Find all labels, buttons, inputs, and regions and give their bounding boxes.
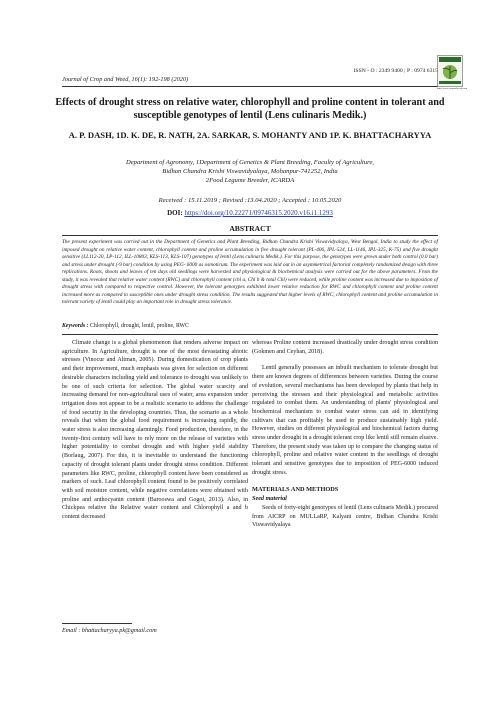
doi-line [60, 209, 440, 217]
abstract-divider [62, 235, 438, 236]
footnote-divider [62, 623, 132, 624]
keywords-divider [62, 334, 438, 335]
body-paragraph: Seeds of forty-eight genotypes of lentil (Lens culinaris Medik.) procured from AICRP on MULLaRP, Kalyani centre, Bidhan Chandra Krishi Viswavidyalaya [252, 504, 438, 529]
doi-link[interactable]: https://doi.org/10.22271/09746315.2020.v16.i1.1293 [184, 209, 333, 217]
abstract-text: The present experiment was carried out in the Department of Genetics and Plant Breeding, Bidhan Chandra Krishi Viswavidyalaya, West Bengal, India to study the effect of imposed drought on relative water content, chlorophyll content and proline accumulation in five drought tolerant (PL-406, IPL-524, LL-1146, IPL-325, K-75) and five drought sensitive (LL112-20, LP-112, ILL-10803, KLS-113, KLS-107) genotypes of lentil (Lens culinaris Medik.). For this purpose, the genotypes were grown under both control (0.0 bar) and stress under drought (-9 bar) condition by using PEG- 6000 as osmoticum. The experiment was laid out in an asymmetrical factorial completely randomized design with three replications. Roots, shoots and leaves of ten days old seedlings were harvested and physiological & biochemical analysis were carried out for the above parameters. From the study, it was revealed that relative water content (RWC) and chlorophyll content (chl a, Chl b & total Chl) were reduced, while proline content was increased due to imposition of drought stress with compared to respective control. However, the tolerant genotypes exhibited lower relative reduction for RWC and chlorophyll content and proline content increased more as compared to susceptible ones under drought stress condition. The results suggested that higher levels of RWC, chlorophyll content and proline accumulation in tolerant variety of lentil could play an important role in drought stress tolerance. [62, 239, 438, 305]
abstract-heading: ABSTRACT [229, 224, 271, 233]
affiliation-line: 2Food Legume Breeder, ICARDA [205, 177, 295, 184]
subsection-heading-seed: Seed material [252, 495, 287, 503]
body-column-left [62, 339, 248, 522]
corresponding-email[interactable]: Email : bhattacharyya.pk@gmail.com [62, 627, 157, 634]
keywords-line [62, 323, 438, 329]
journal-header [62, 60, 438, 87]
issn-text: ISSN - O : 2349 9400 ; P : 0974 6315 [353, 68, 438, 74]
body-paragraph: Climate change is a global phenomenon that renders adverse impact on agriculture. In Agriculture, drought is one of the most devastating abiotic stresses (Vinocur and Altman, 2005). During domestication of crop plants and their improvement, much emphasis was given for selection on different desirable characters including yield and tolerance to drought was unlikely to be one of such criteria for selection. The global water scarcity and increasing demand for non-agricultural uses of water, area expansion under irrigation does not appear to be a realistic scenario to address the challenge of food security in the developing countries. Thus, the scenario as a whole reveals that when the global food requirement is increasing rapidly, the water stress is also increasing alarmingly. Food production, therefore, in the twenty-first century will have to rely more on the release of varieties with higher potentiality to combat drought and with higher yield stability (Borlaug, 2007). For this, it is inevitable to understand the functioning capacity of drought tolerant plants under drought stress condition. Different parameters like RWC, proline, chlorophyll content have been considered as markers of such. Leaf chlorophyll content found to be positively correlated with soil moisture content, while negative correlations were obtained with proline and anthocyanin content (Barooswa and Gogoi, 2013). Also, in Chickpea relative the Relative water content and Chlorophyll a and b content decreased [62, 340, 248, 521]
body-column-right [252, 339, 438, 530]
journal-logo-icon [437, 55, 463, 87]
journal-citation: Journal of Crop and Weed, 16(1): 192-198 (2020) [62, 76, 189, 83]
affiliations [60, 158, 440, 185]
doi-label: DOI: [167, 209, 183, 217]
affiliation-line: Bidhan Chandra Krishi Viswavidyalaya, Mohanpur-741252, India [162, 168, 338, 175]
affiliation-line: Department of Agronomy, 1Department of Genetics & Plant Breeding, Faculty of Agriculture, [125, 159, 375, 166]
keywords-values: Chlorophyll, drought, lentil, proline, RWC [90, 323, 189, 329]
section-heading-methods: MATERIALS AND METHODS [252, 485, 339, 493]
submission-dates: Received : 15.11.2019 ; Revised :13.04.2020 ; Accepted : 10.05.2020 [158, 197, 342, 204]
keywords-label: Keywords : [62, 323, 89, 329]
body-paragraph: whereas Proline content increased drastically under drought stress condition (Gokmen and Ceyhan, 2018). [252, 340, 438, 355]
article-title: Effects of drought stress on relative water, chlorophyll and proline content in tolerant and susceptible genotypes of lentil (Lens culinaris Medik.) [55, 97, 445, 121]
author-list: A. P. DASH, 1D. K. DE, R. NATH, 2A. SARKAR, S. MOHANTY AND 1P. K. BHATTACHARYYA [68, 130, 432, 140]
body-paragraph: Lentil generally possesses an inbuilt mechanism to tolerate drought but there are known degrees of differences between varieties. During the course of evolution, several mechanisms has been developed by plants that help in perceiving the stresses and their physiological and metabolic activities regulated to combat them. An understanding of plants' physiological and biochemical mechanism to combat water stress can aid in identifying cultivars that can profitably be used to produce sustainably high yield. However, studies on different physiological and biochemical factors during stress under drought in a drought tolerant crop like lentil still remain elusive. Therefore, the present study was taken up to compare the changing status of chlorophyll, proline and relative water content in the seedlings of drought tolerant and sensitive genotypes due to imposition of PEG-6000 induced drought stress. [252, 365, 438, 476]
logo-caption: http://www.cropandweed.com [437, 87, 468, 90]
